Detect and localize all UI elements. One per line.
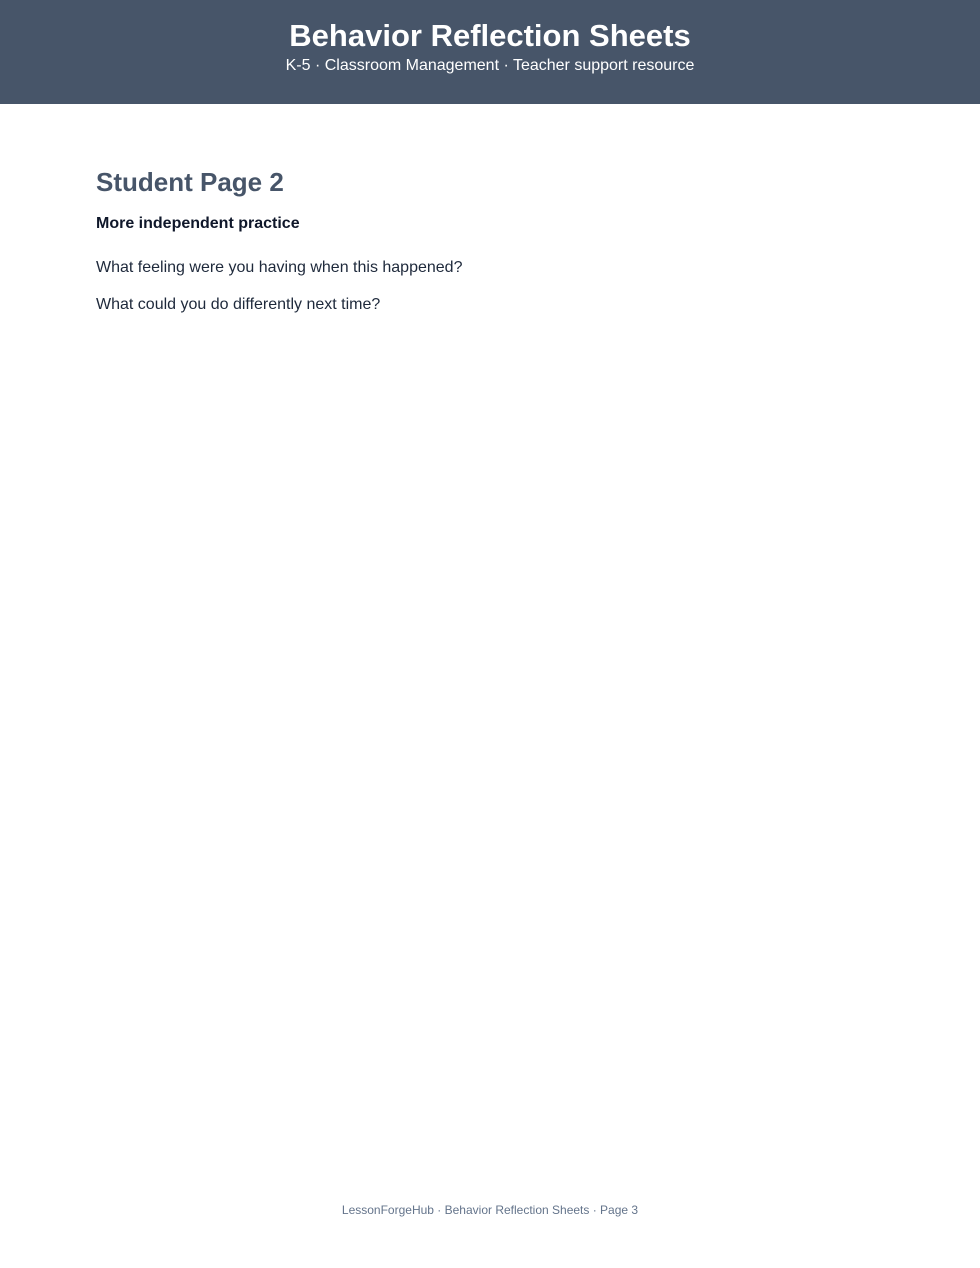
section-subtitle: More independent practice	[96, 215, 300, 232]
reflection-question: What could you do differently next time?	[96, 296, 381, 313]
document-subtitle: K-5 · Classroom Management · Teacher support resource	[285, 57, 695, 74]
document-title: Behavior Reflection Sheets	[289, 18, 691, 53]
section-title: Student Page 2	[96, 167, 284, 197]
page-header	[0, 0, 980, 104]
reflection-question: What feeling were you having when this happened?	[96, 259, 463, 276]
page-footer: LessonForgeHub · Behavior Reflection Sheets · Page 3	[341, 1203, 639, 1217]
